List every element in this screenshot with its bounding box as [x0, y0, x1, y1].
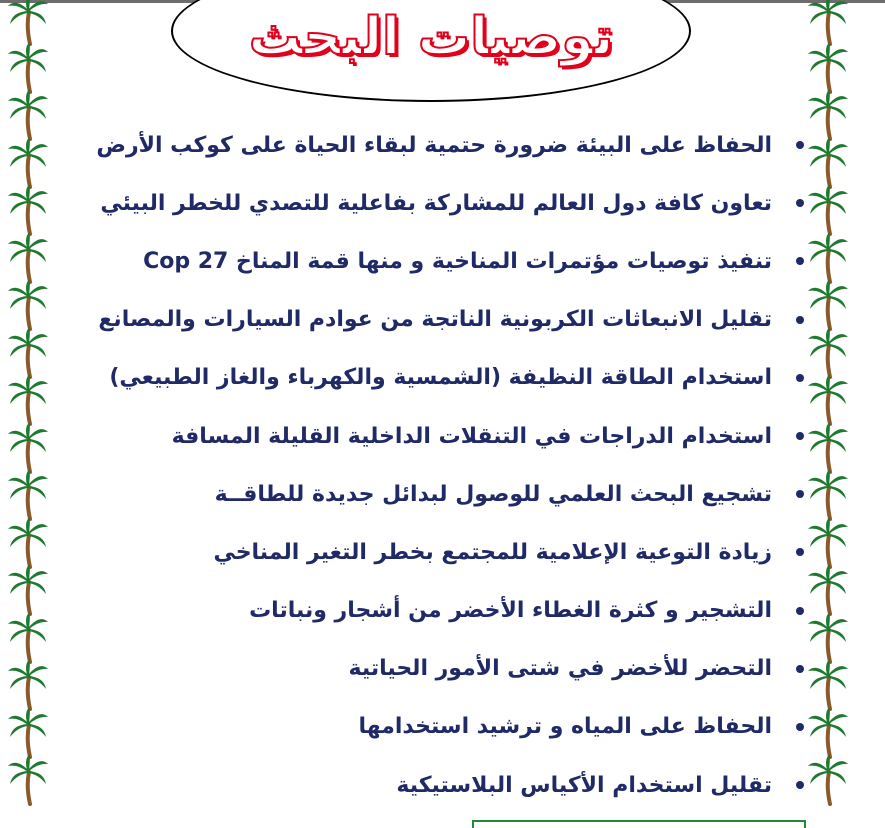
palm-tree-icon: [8, 42, 48, 94]
palm-tree-icon: [8, 89, 48, 141]
palm-tree-icon: [8, 469, 48, 521]
bullet-icon: [796, 199, 804, 207]
recommendation-text: التشجير و كثرة الغطاء الأخضر من أشجار ونباتات: [249, 598, 772, 624]
palm-tree-icon: [808, 374, 848, 426]
palm-tree-icon: [8, 137, 48, 189]
recommendation-text: زيادة التوعية الإعلامية للمجتمع بخطر التغير المناخي: [213, 539, 772, 565]
recommendation-text: الحفاظ على البيئة ضرورة حتمية لبقاء الحياة على كوكب الأرض: [96, 132, 772, 158]
recommendation-text: تشجيع البحث العلمي للوصول لبدائل جديدة للطاقــة: [214, 481, 772, 507]
recommendation-item: [150, 407, 810, 465]
bullet-icon: [796, 141, 804, 149]
palm-tree-icon: [8, 0, 48, 46]
palm-tree-icon: [8, 707, 48, 759]
recommendation-item: [150, 698, 810, 756]
palm-tree-icon: [808, 42, 848, 94]
recommendation-text: تقليل الانبعاثات الكربونية الناتجة من عوادم السيارات والمصانع: [98, 307, 772, 333]
palm-tree-icon: [8, 184, 48, 236]
recommendation-text: استخدام الطاقة النظيفة (الشمسية والكهرباء والغاز الطبيعي): [109, 365, 772, 391]
recommendation-text: تعاون كافة دول العالم للمشاركة بفاعلية للتصدي للخطر البيئي: [100, 190, 772, 216]
palm-tree-icon: [808, 517, 848, 569]
palm-tree-icon: [808, 469, 848, 521]
palm-tree-icon: [808, 327, 848, 379]
bullet-icon: [796, 548, 804, 556]
palm-tree-icon: [8, 279, 48, 331]
recommendation-item: [150, 465, 810, 523]
bullet-icon: [796, 316, 804, 324]
recommendation-item: [150, 640, 810, 698]
palm-tree-icon: [8, 754, 48, 806]
bullet-icon: [796, 490, 804, 498]
recommendation-item: [100, 174, 810, 232]
recommendation-item: [150, 756, 810, 814]
palm-tree-icon: [808, 232, 848, 284]
palm-tree-icon: [808, 612, 848, 664]
recommendation-item: [109, 349, 810, 407]
recommendation-item: [96, 116, 810, 174]
recommendations-list: [96, 116, 810, 814]
bullet-icon: [796, 257, 804, 265]
recommendation-item: [150, 523, 810, 581]
palm-tree-icon: [808, 279, 848, 331]
palm-tree-icon: [8, 232, 48, 284]
palm-tree-icon: [8, 327, 48, 379]
palm-tree-icon: [808, 659, 848, 711]
palm-tree-icon: [808, 89, 848, 141]
palm-tree-icon: [808, 564, 848, 616]
bullet-icon: [796, 607, 804, 615]
recommendation-item: [143, 232, 810, 290]
bullet-icon: [796, 665, 804, 673]
bullet-icon: [796, 723, 804, 731]
palm-tree-icon: [8, 422, 48, 474]
palm-tree-icon: [8, 564, 48, 616]
page-title: توصيات البحث: [248, 7, 614, 67]
bullet-icon: [796, 781, 804, 789]
palm-tree-icon: [808, 754, 848, 806]
palm-tree-icon: [8, 659, 48, 711]
palm-tree-icon: [8, 374, 48, 426]
recommendation-item: [150, 582, 810, 640]
palm-tree-icon: [808, 184, 848, 236]
palm-tree-icon: [808, 707, 848, 759]
recommendation-text: تقليل استخدام الأكياس البلاستيكية: [396, 772, 772, 798]
palm-tree-icon: [8, 517, 48, 569]
bullet-icon: [796, 432, 804, 440]
bottom-frame: [472, 820, 806, 828]
recommendation-text: الحفاظ على المياه و ترشيد استخدامها: [358, 714, 772, 740]
palm-tree-icon: [8, 612, 48, 664]
recommendation-text: استخدام الدراجات في التنقلات الداخلية القليلة المسافة: [171, 423, 772, 449]
palm-tree-icon: [808, 137, 848, 189]
palm-tree-icon: [808, 422, 848, 474]
recommendation-item: [98, 291, 810, 349]
recommendation-text: التحضر للأخضر في شتى الأمور الحياتية: [348, 656, 772, 682]
left-palm-border: [0, 0, 56, 825]
bullet-icon: [796, 374, 804, 382]
recommendation-text: تنفيذ توصيات مؤتمرات المناخية و منها قمة المناخ Cop 27: [143, 248, 772, 274]
palm-tree-icon: [808, 0, 848, 46]
